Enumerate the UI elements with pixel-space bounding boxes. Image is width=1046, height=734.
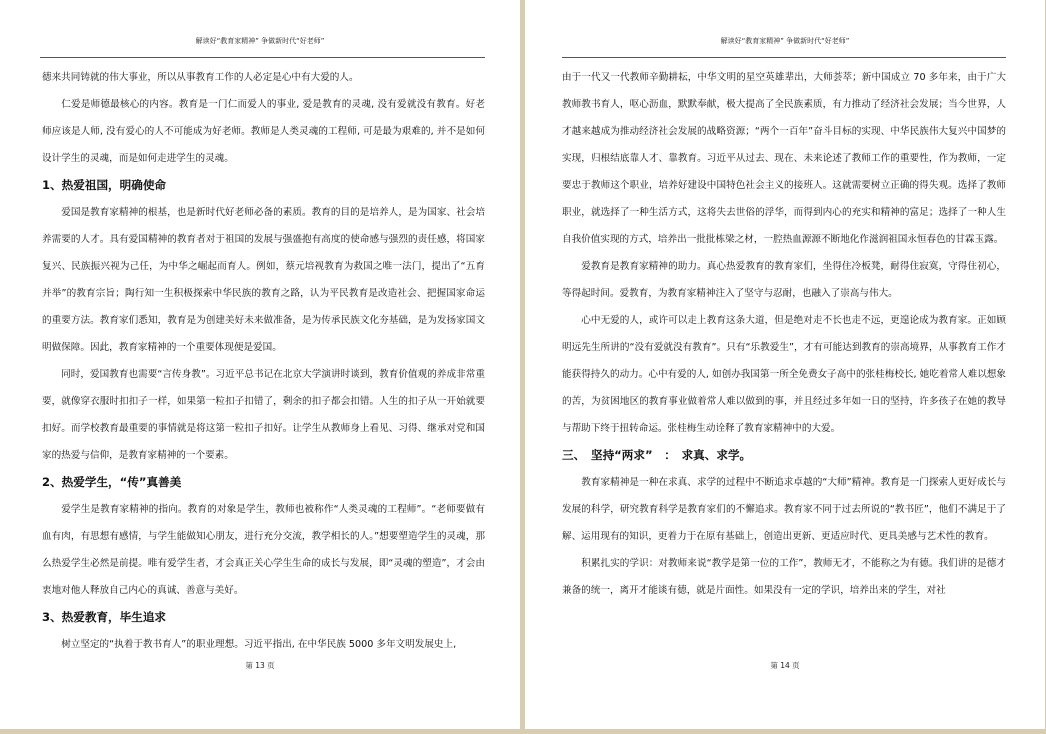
body-paragraph: 积累扎实的学识：对教师来说“教学是第一位的工作”，教师无才，不能称之为有德。我们讲的是德才兼备的统一，离开才能谈有德，就是片面性。如果没有一定的学识，培养出来的学生，对社 <box>562 558 1006 596</box>
body-paragraph: 心中无爱的人，或许可以走上教育这条大道，但是绝对走不长也走不远，更遑论成为教育家。正如顾明远先生所讲的“没有爱就没有教育”。只有“乐教爱生”，才有可能达到教育的崇高境界，从事教育工作才能获得持久的动力。心中有爱的人, 如创办我国第一所全免费女子高中的张桂梅校长, 她吃着常人难以想象的苦，为贫困地区的教育事业做着常人难以做到的事，并且经过多年如一日的坚持，许多孩子在她的教导与帮助下终于扭转命运。张桂梅生动诠释了教育家精神中的大爱。 <box>562 315 1006 434</box>
page-number: 第 14 页 <box>770 661 800 670</box>
body-paragraph: 同时，爱国教育也需要“言传身教”。习近平总书记在北京大学演讲时谈到，教育价值观的养成非常重要，就像穿衣服时扣扣子一样，如果第一粒扣子扣错了，剩余的扣子都会扣错。人生的扣子从一开始就要扣好。而学校教育最重要的事情就是将这第一粒扣子扣好。让学生从教师身上看见、习得、继承对党和国家的热爱与信仰，是教育家精神的一个要素。 <box>42 369 485 461</box>
page-header: 解读好“教育家精神” 争做新时代“好老师” <box>195 37 325 45</box>
section-heading: 三、 坚持“两求” ： 求真、求学。 <box>562 448 752 462</box>
document-page-14 <box>525 0 1045 729</box>
document-page-13 <box>0 0 520 729</box>
body-paragraph: 爱学生是教育家精神的指向。教育的对象是学生，教师也被称作“人类灵魂的工程师”。“老师要做有血有肉，有思想有感情，与学生能做知心朋友，进行充分交流，教学相长的人。”想要塑造学生的灵魂，那么热爱学生必然是前提。唯有爱学生者，才会真正关心学生生命的成长与发展，即“灵魂的塑造”，才会由衷地对他人释放自己内心的真诚、善意与美好。 <box>42 504 485 596</box>
page-header: 解读好“教育家精神” 争做新时代“好老师” <box>720 37 850 45</box>
body-paragraph: 树立坚定的“执着于教书育人”的职业理想。习近平指出, 在中华民族 5000 多年文明发展史上, <box>61 639 457 650</box>
body-paragraph: 由于一代又一代教师辛勤耕耘，中华文明的星空英雄辈出，大师荟萃；新中国成立 70 多年来，由于广大教师教书育人，呕心沥血，默默奉献，极大提高了全民族素质，有力推动了经济社会发展；当今世界，人才越来越成为推动经济社会发展的战略资源；“两个一百年”奋斗目标的实现、中华民族伟大复兴中国梦的实现，归根结底靠人才、靠教育。习近平从过去、现在、未来论述了教师工作的重要性，作为教师，一定要忠于教师这个职业，培养好建设中国特色社会主义的接班人。这就需要树立正确的得失观。选择了教师职业，就选择了一种生活方式，这将失去世俗的浮华，而得到内心的充实和精神的富足；选择了一种人生自我价值实现的方式，培养出一批批栋梁之材，一腔热血源源不断地化作滋润祖国永恒春色的甘霖玉露。 <box>562 72 1006 245</box>
body-paragraph: 德来共同铸就的伟大事业，所以从事教育工作的人必定是心中有大爱的人。 <box>42 72 359 83</box>
section-heading: 3、热爱教育，毕生追求 <box>42 610 167 624</box>
section-heading: 2、热爱学生，“传”真善美 <box>42 475 182 489</box>
page-body <box>42 64 485 658</box>
header-rule <box>562 57 1006 58</box>
body-paragraph: 仁爱是师德最核心的内容。教育是一门仁而爱人的事业, 爱是教育的灵魂, 没有爱就没有教育。好老师应该是人师, 没有爱心的人不可能成为好老师。教师是人类灵魂的工程师, 可是最为艰难的, 并不是如何设计学生的灵魂，而是如何走进学生的灵魂。 <box>42 99 485 164</box>
body-paragraph: 爱国是教育家精神的根基，也是新时代好老师必备的素质。教育的目的是培养人，是为国家、社会培养需要的人才。具有爱国精神的教育者对于祖国的发展与强盛抱有高度的使命感与强烈的责任感，将国家复兴、民族振兴视为己任，为中华之崛起而育人。例如，蔡元培视教育为救国之唯一法门，提出了“五育并举”的教育宗旨；陶行知一生积极探索中华民族的教育之路，认为平民教育是改造社会、把握国家命运的重要方法。教育家们悉知，教育是为创建美好未来做准备，是为传承民族文化夯基础，是为发扬家国文明做保障。因此，教育家精神的一个重要体现便是爱国。 <box>42 207 485 353</box>
page-body <box>562 64 1006 604</box>
body-paragraph: 爱教育是教育家精神的助力。真心热爱教育的教育家们，坐得住冷板凳，耐得住寂寞，守得住初心，等得起时间。爱教育，为教育家精神注入了坚守与忍耐，也融入了崇高与伟大。 <box>562 261 1006 299</box>
section-heading: 1、热爱祖国，明确使命 <box>42 178 167 192</box>
header-rule <box>40 57 485 58</box>
body-paragraph: 教育家精神是一种在求真、求学的过程中不断追求卓越的“大师”精神。教育是一门探索人更好成长与发展的科学，研究教育科学是教育家们的不懈追求。教育家不同于过去所说的“教书匠”，他们不满足于了解、运用现有的知识，更着力于在原有基础上，创造出更新、更适应时代、更具美感与艺术性的教育。 <box>562 477 1006 542</box>
page-number: 第 13 页 <box>245 661 275 670</box>
